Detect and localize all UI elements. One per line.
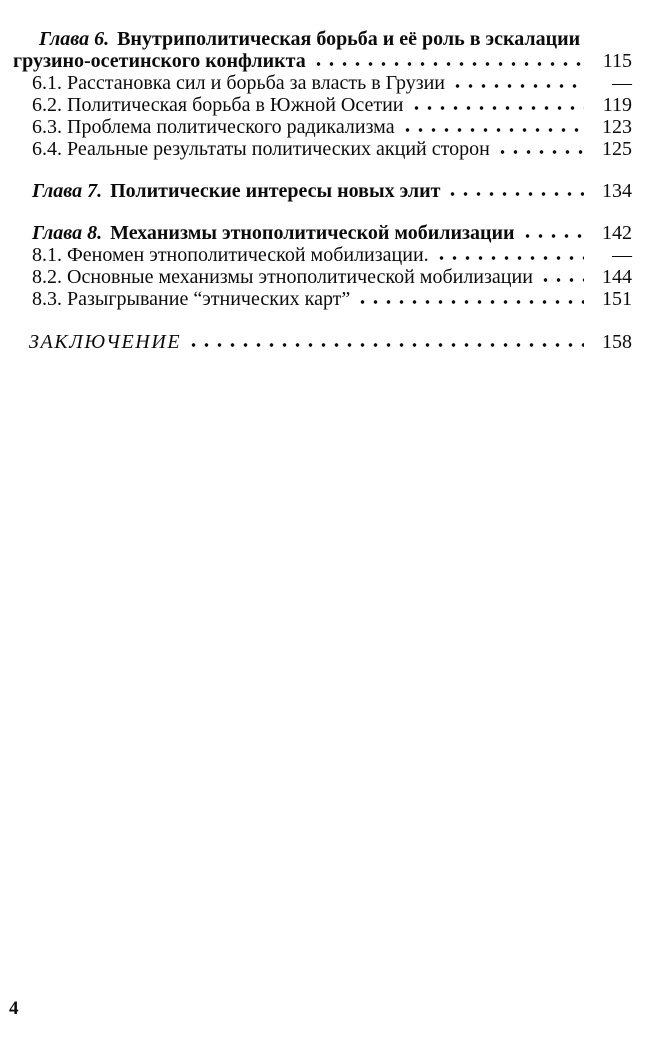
- page-number: 125: [602, 138, 632, 160]
- toc-item-title: 6.3. Проблема политического радикализма: [32, 116, 395, 138]
- toc-entry-6-1: [13, 72, 632, 94]
- toc-item-title: 8.3. Разыгрывание “этнических карт”: [32, 288, 351, 310]
- chapter6-label: Глава 6.: [39, 28, 110, 50]
- toc-entry-chapter6-line1: [13, 28, 632, 50]
- dot-leader: [187, 331, 584, 348]
- chapter7-title: Политические интересы новых элит: [110, 180, 441, 202]
- page-number: 144: [602, 266, 632, 288]
- dot-leader: [312, 50, 584, 67]
- page-number: 151: [602, 288, 632, 310]
- chapter7-label: Глава 7.: [32, 180, 103, 202]
- dot-leader: [446, 180, 584, 197]
- dot-leader: [451, 72, 584, 89]
- page-number: —: [612, 244, 632, 266]
- page-number: 119: [602, 94, 632, 116]
- toc-item-title: 6.1. Расстановка сил и борьба за власть в Грузии: [32, 72, 446, 94]
- toc-entry-6-4: [13, 138, 632, 160]
- dot-leader: [401, 116, 584, 133]
- chapter6-title-line1: Внутриполитическая борьба и её роль в эскалации: [117, 28, 581, 50]
- toc-entry-6-2: [13, 94, 632, 116]
- toc-item-title: 8.1. Феномен этнополитической мобилизации.: [32, 244, 429, 266]
- toc-entry-chapter8: [13, 222, 632, 244]
- page-number: 115: [602, 50, 632, 72]
- dot-leader: [539, 266, 584, 283]
- page-number: 142: [602, 222, 632, 244]
- toc-entry-chapter7: [13, 180, 632, 202]
- toc-item-title: 8.2. Основные механизмы этнополитической мобилизации: [32, 266, 533, 288]
- toc-entry-chapter6-line2: [13, 50, 632, 72]
- dot-leader: [496, 138, 584, 155]
- toc-entry-conclusion: [13, 331, 632, 353]
- conclusion-title: ЗАКЛЮЧЕНИЕ: [29, 331, 182, 353]
- table-of-contents: [13, 28, 632, 353]
- dot-leader: [410, 94, 584, 111]
- folio-page-number: 4: [9, 998, 19, 1019]
- chapter8-title: Механизмы этнополитической мобилизации: [110, 222, 515, 244]
- toc-item-title: 6.4. Реальные результаты политических акций сторон: [32, 138, 490, 160]
- toc-entry-8-3: [13, 288, 632, 310]
- chapter6-title-line2: грузино-осетинского конфликта: [13, 50, 306, 72]
- page-number: 134: [602, 180, 632, 202]
- toc-entry-8-1: [13, 244, 632, 266]
- chapter8-label: Глава 8.: [32, 222, 103, 244]
- toc-item-title: 6.2. Политическая борьба в Южной Осетии: [32, 94, 404, 116]
- dot-leader: [521, 222, 584, 239]
- dot-leader: [435, 244, 584, 261]
- toc-entry-8-2: [13, 266, 632, 288]
- page-number: 123: [602, 116, 632, 138]
- toc-entry-6-3: [13, 116, 632, 138]
- dot-leader: [356, 288, 584, 305]
- page-number: —: [612, 72, 632, 94]
- page-number: 158: [602, 331, 632, 353]
